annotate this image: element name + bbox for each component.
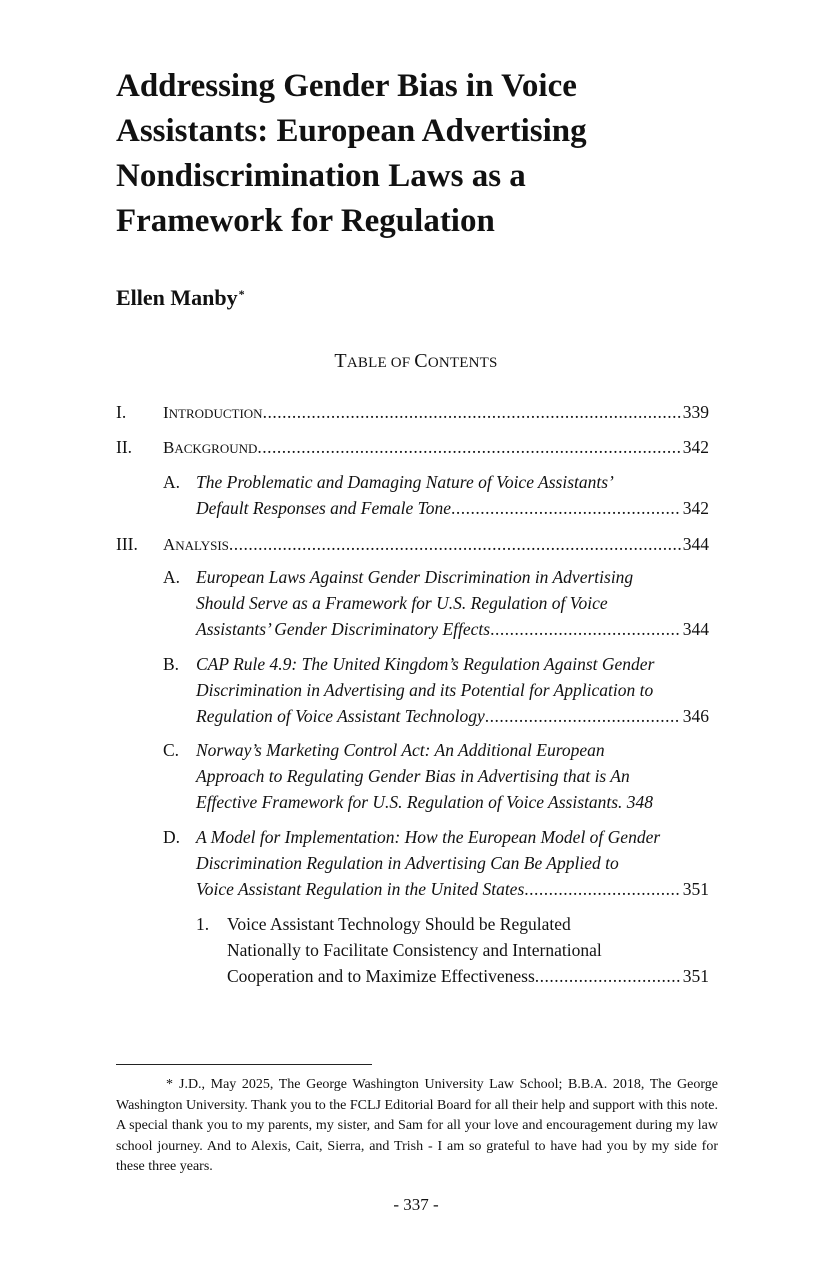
title-line: Addressing Gender Bias in Voice [116, 68, 577, 104]
toc-entry-line: A Model for Implementation: How the European Model of Gender [196, 827, 661, 847]
leader-dots [524, 876, 680, 902]
toc-page-number: 346 [682, 706, 709, 726]
toc-entry-text: NTRODUCTION [168, 406, 263, 421]
toc-letter: A. [163, 567, 181, 587]
toc-entry-text: Cooperation and to Maximize Effectiveness [227, 966, 535, 986]
toc-entry-cap: I [163, 403, 169, 422]
title-line: Nondiscrimination Laws as a [116, 158, 526, 194]
toc-entry-text: ACKGROUND [174, 441, 258, 456]
toc-entry-line [163, 434, 709, 462]
toc-entry-text: NALYSIS [175, 538, 229, 553]
toc-page-number: 351 [682, 966, 709, 986]
leader-dots [257, 434, 680, 462]
footnote-mark: * [166, 1077, 173, 1092]
leader-dots [229, 531, 681, 559]
toc-entry-line: European Laws Against Gender Discrimination in Advertising [196, 567, 634, 587]
toc-letter: D. [163, 827, 181, 847]
footnote-separator [116, 1064, 372, 1065]
toc-heading-rest: ABLE OF [346, 355, 415, 371]
toc-entry-line: Nationally to Facilitate Consistency and International [227, 940, 602, 960]
leader-dots [485, 703, 681, 729]
toc-page-number: 342 [682, 498, 709, 518]
toc-entry-line: Should Serve as a Framework for U.S. Regulation of Voice [196, 593, 608, 613]
toc-entry-line [196, 876, 709, 902]
article-title [116, 64, 736, 244]
toc-entry-line [196, 703, 709, 729]
toc-entry-line: Norway’s Marketing Control Act: An Additional European [196, 740, 605, 760]
leader-dots [451, 495, 681, 521]
toc-heading-cap: C [414, 350, 428, 372]
title-line: Assistants: European Advertising [116, 113, 587, 149]
toc-letter: B. [163, 654, 180, 674]
toc-entry-cap: A [163, 535, 176, 554]
toc-heading-rest: ONTENTS [427, 355, 498, 371]
title-line: Framework for Regulation [116, 203, 495, 239]
author-name [116, 284, 245, 312]
toc-entry-cap: B [163, 438, 175, 457]
toc-page-number: 344 [682, 534, 709, 554]
toc-entry-text: Regulation of Voice Assistant Technology [196, 706, 485, 726]
toc-heading-cap: T [334, 350, 347, 372]
toc-number: I. [116, 402, 127, 422]
leader-dots [263, 399, 681, 427]
toc-entry-line [196, 495, 709, 521]
toc-number: III. [116, 534, 138, 554]
toc-letter: C. [163, 740, 180, 760]
toc-letter: A. [163, 472, 181, 492]
toc-entry-line: Effective Framework for U.S. Regulation of Voice Assistants. 348 [196, 792, 654, 812]
toc-entry-line: The Problematic and Damaging Nature of Voice Assistants’ [196, 472, 614, 492]
toc-entry-line [163, 531, 709, 559]
toc-entry-line [196, 616, 709, 642]
author-footnote-mark: * [238, 287, 245, 301]
toc-page-number: 339 [682, 402, 709, 422]
toc-page-number: 351 [682, 879, 709, 899]
leader-dots [535, 963, 681, 989]
toc-heading [0, 350, 832, 373]
toc-entry-line: Discrimination Regulation in Advertising Can Be Applied to [196, 853, 619, 873]
toc-page-number: 344 [682, 619, 709, 639]
footnote-text: J.D., May 2025, The George Washington University Law School; B.B.A. 2018, The George Washington University. Thank you to the FCLJ Editorial Board for all their help and support with this note. A special thank you to my parents, my sister, and Sam for all your love and encouragement during my law school journey. And to Alexis, Cait, Sierra, and Trish - I am so grateful to have had you by my side for these three years. [116, 1077, 718, 1175]
toc-subnumber: 1. [196, 914, 210, 934]
toc-entry-line: Discrimination in Advertising and its Potential for Application to [196, 680, 654, 700]
page-number: - 337 - [393, 1195, 439, 1214]
toc-entry-line: CAP Rule 4.9: The United Kingdom’s Regulation Against Gender [196, 654, 655, 674]
toc-number: II. [116, 437, 133, 457]
toc-entry-line: Approach to Regulating Gender Bias in Advertising that is An [196, 766, 630, 786]
toc-entry-text: Default Responses and Female Tone [196, 498, 452, 518]
toc-entry-text: Assistants’ Gender Discriminatory Effects [196, 619, 491, 639]
toc-entry-line [227, 963, 709, 989]
leader-dots [490, 616, 681, 642]
footnote [116, 1075, 718, 1178]
author-name-text: Ellen Manby [116, 285, 238, 310]
toc-entry-line [163, 399, 709, 427]
toc-page-number: 342 [682, 437, 709, 457]
toc-entry-line: Voice Assistant Technology Should be Regulated [227, 914, 571, 934]
toc-entry-text: Voice Assistant Regulation in the United States [196, 879, 525, 899]
